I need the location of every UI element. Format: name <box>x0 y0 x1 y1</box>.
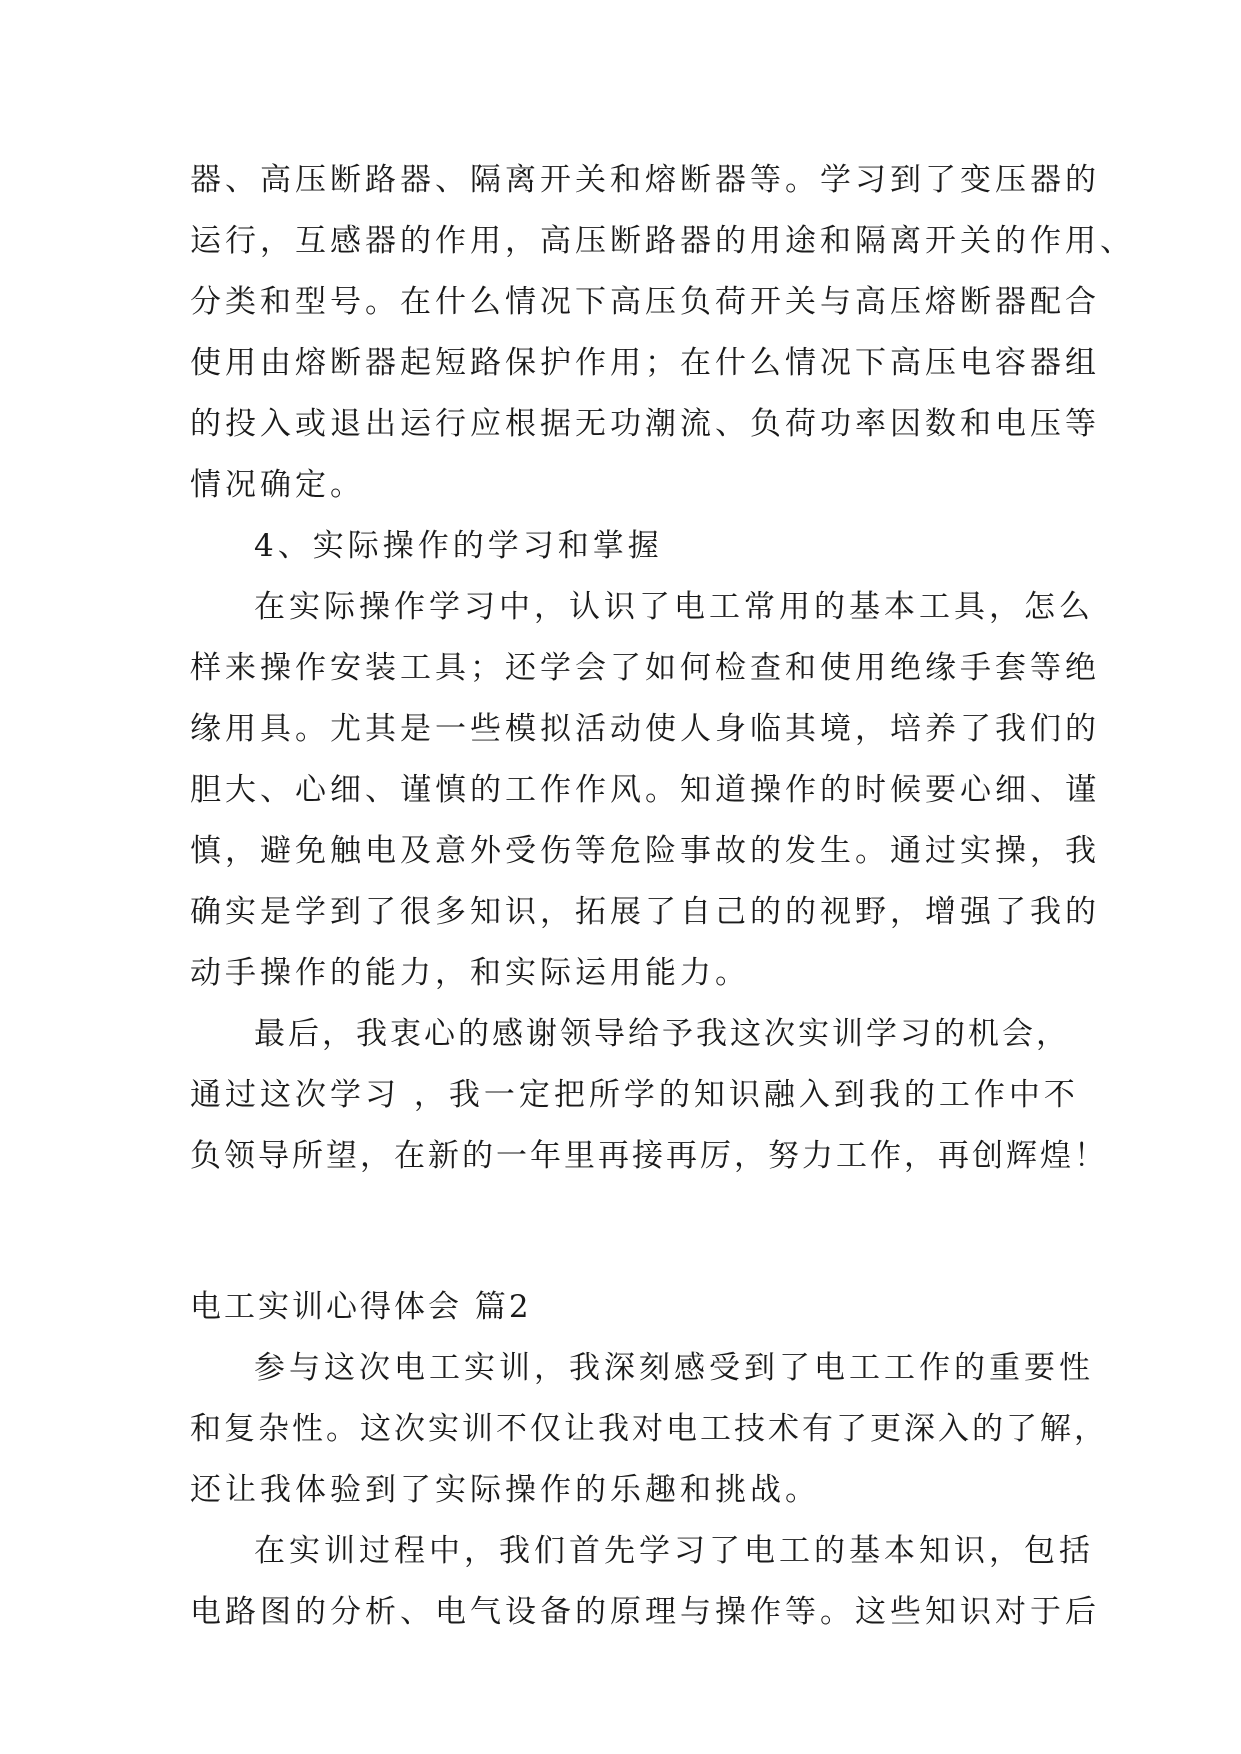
paragraph-line: 动手操作的能力，和实际运用能力。 <box>190 955 750 991</box>
paragraph-line: 和复杂性。这次实训不仅让我对电工技术有了更深入的了解， <box>190 1411 1108 1447</box>
paragraph-line: 缘用具。尤其是一些模拟活动使人身临其境，培养了我们的 <box>190 711 1100 747</box>
paragraph-line: 通过这次学习 ，我一定把所学的知识融入到我的工作中不 <box>190 1077 1079 1113</box>
paragraph-line: 运行，互感器的作用，高压断路器的用途和隔离开关的作用、 <box>190 223 1135 259</box>
paragraph-line: 分类和型号。在什么情况下高压负荷开关与高压熔断器配合 <box>190 284 1100 320</box>
paragraph-line: 在实训过程中，我们首先学习了电工的基本知识，包括 <box>254 1533 1094 1569</box>
subheading: 4、实际操作的学习和掌握 <box>254 528 663 564</box>
paragraph-line: 慎，避免触电及意外受伤等危险事故的发生。通过实操，我 <box>190 833 1100 869</box>
paragraph-line: 参与这次电工实训，我深刻感受到了电工工作的重要性 <box>254 1350 1094 1386</box>
paragraph-line: 使用由熔断器起短路保护作用；在什么情况下高压电容器组 <box>190 345 1100 381</box>
paragraph-line: 最后，我衷心的感谢领导给予我这次实训学习的机会， <box>254 1016 1070 1052</box>
document-page <box>190 150 1135 1643</box>
paragraph-line: 确实是学到了很多知识，拓展了自己的的视野，增强了我的 <box>190 894 1100 930</box>
paragraph-line: 情况确定。 <box>190 467 365 503</box>
paragraph-line: 电路图的分析、电气设备的原理与操作等。这些知识对于后 <box>190 1594 1100 1630</box>
paragraph-line: 负领导所望，在新的一年里再接再厉，努力工作，再创辉煌！ <box>190 1138 1108 1174</box>
section-title: 电工实训心得体会 篇2 <box>190 1289 532 1325</box>
paragraph-line: 胆大、心细、谨慎的工作作风。知道操作的时候要心细、谨 <box>190 772 1100 808</box>
paragraph-line: 器、高压断路器、隔离开关和熔断器等。学习到了变压器的 <box>190 162 1100 198</box>
spacer <box>190 1187 1050 1277</box>
paragraph-line: 样来操作安装工具；还学会了如何检查和使用绝缘手套等绝 <box>190 650 1100 686</box>
paragraph-line: 还让我体验到了实际操作的乐趣和挑战。 <box>190 1472 820 1508</box>
paragraph-line: 在实际操作学习中，认识了电工常用的基本工具，怎么 <box>254 589 1094 625</box>
paragraph-line: 的投入或退出运行应根据无功潮流、负荷功率因数和电压等 <box>190 406 1100 442</box>
